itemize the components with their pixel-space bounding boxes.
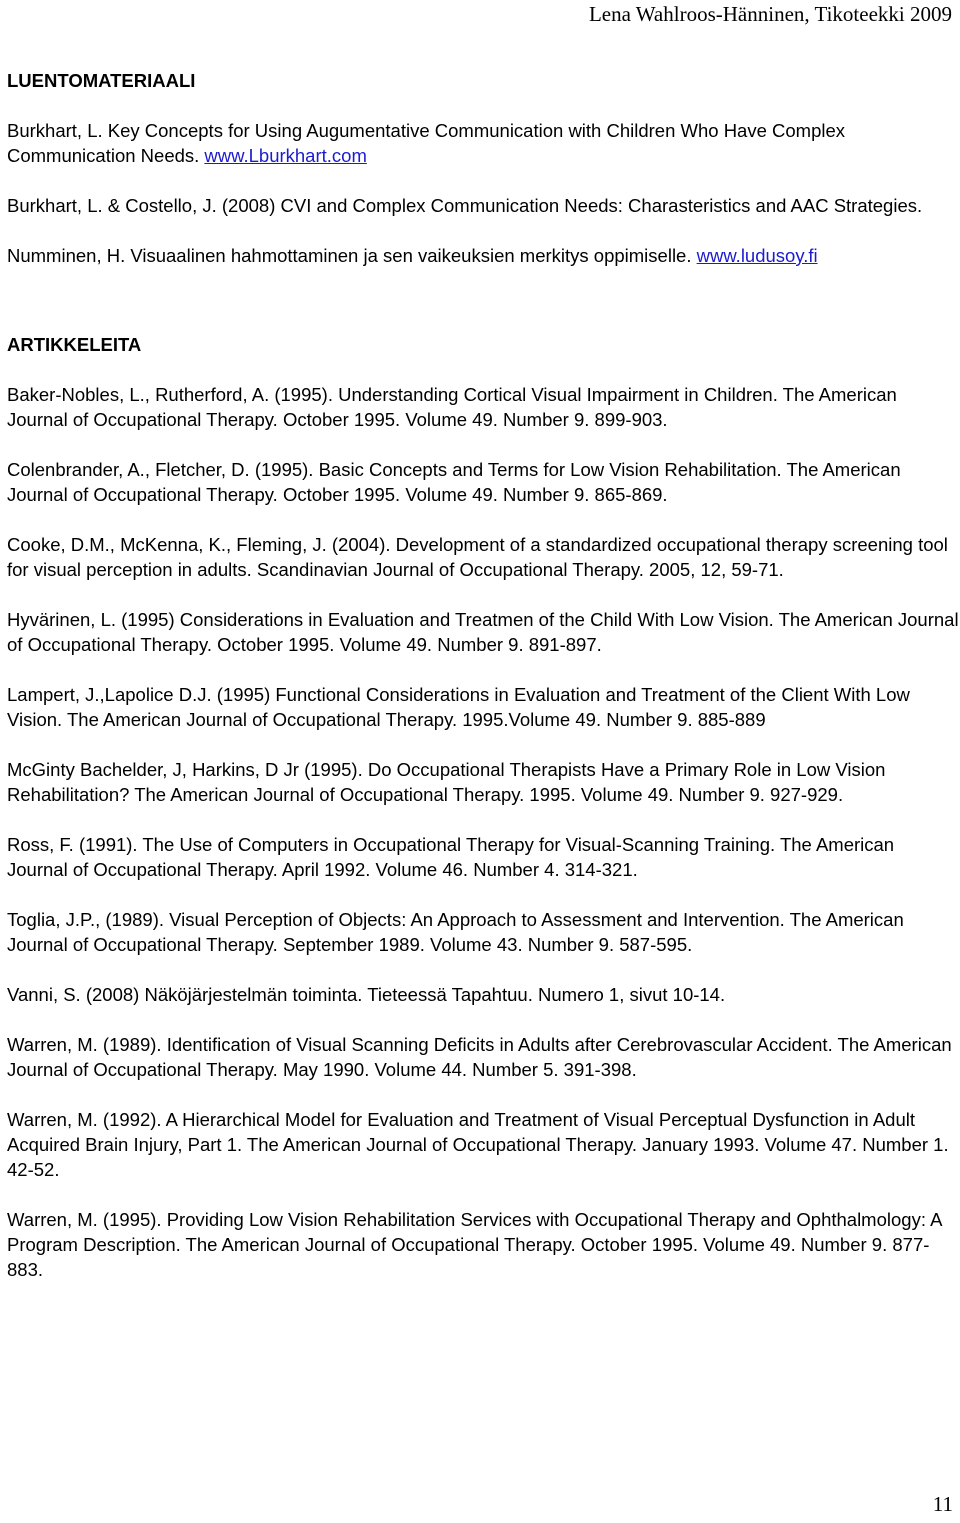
reference-item: Baker-Nobles, L., Rutherford, A. (1995). Understanding Cortical Visual Impairment in Children. The American Journal of Occupational Therapy. October 1995. Volume 49. Number 9. 899-903. [7, 384, 897, 430]
reference-item: Warren, M. (1992). A Hierarchical Model for Evaluation and Treatment of Visual Perceptual Dysfunction in Adult Acquired Brain Injury, Part 1. The American Journal of Occupational Therapy. January 1993. Volume 47. Number 1. 42-52. [7, 1109, 949, 1180]
section-heading-lecture-materials: LUENTOMATERIAALI [7, 70, 196, 91]
document-body [7, 68, 959, 1307]
reference-item: Lampert, J.,Lapolice D.J. (1995) Functional Considerations in Evaluation and Treatment of the Client With Low Vision. The American Journal of Occupational Therapy. 1995.Volume 49. Number 9. 885-889 [7, 684, 910, 730]
reference-item: Warren, M. (1989). Identification of Visual Scanning Deficits in Adults after Cerebrovascular Accident. The American Journal of Occupational Therapy. May 1990. Volume 44. Number 5. 391-398. [7, 1034, 952, 1080]
reference-text: Numminen, H. Visuaalinen hahmottaminen ja sen vaikeuksien merkitys oppimiselle. [7, 245, 692, 266]
reference-text: Burkhart, L. Key Concepts for Using Augumentative Communication with Children Who Have Complex Communication Needs. [7, 120, 846, 166]
reference-item: Hyvärinen, L. (1995) Considerations in Evaluation and Treatmen of the Child With Low Vision. The American Journal of Occupational Therapy. October 1995. Volume 49. Number 9. 891-897. [7, 609, 959, 655]
reference-item: McGinty Bachelder, J, Harkins, D Jr (1995). Do Occupational Therapists Have a Primary Role in Low Vision Rehabilitation? The American Journal of Occupational Therapy. 1995. Volume 49. Number 9. 927-929. [7, 759, 886, 805]
reference-item: Cooke, D.M., McKenna, K., Fleming, J. (2004). Development of a standardized occupational therapy screening tool for visual perception in adults. Scandinavian Journal of Occupational Therapy. 2005, 12, 59-71. [7, 534, 948, 580]
reference-item: Ross, F. (1991). The Use of Computers in Occupational Therapy for Visual-Scanning Training. The American Journal of Occupational Therapy. April 1992. Volume 46. Number 4. 314-321. [7, 834, 895, 880]
reference-item: Colenbrander, A., Fletcher, D. (1995). Basic Concepts and Terms for Low Vision Rehabilitation. The American Journal of Occupational Therapy. October 1995. Volume 49. Number 9. 865-869. [7, 459, 901, 505]
reference-link[interactable]: www.ludusoy.fi [696, 245, 818, 266]
section-heading-articles: ARTIKKELEITA [7, 334, 142, 355]
section-spacer [7, 293, 959, 332]
page-number: 11 [932, 1492, 953, 1516]
reference-item [7, 243, 959, 268]
reference-text: Burkhart, L. & Costello, J. (2008) CVI and Complex Communication Needs: Charasteristics and AAC Strategies. [7, 195, 923, 216]
reference-item: Toglia, J.P., (1989). Visual Perception of Objects: An Approach to Assessment and Intervention. The American Journal of Occupational Therapy. September 1989. Volume 43. Number 9. 587-595. [7, 909, 904, 955]
running-header: Lena Wahlroos-Hänninen, Tikoteekki 2009 [588, 2, 952, 26]
reference-item [7, 193, 959, 218]
reference-item: Warren, M. (1995). Providing Low Vision Rehabilitation Services with Occupational Therapy and Ophthalmology: A Program Description. The American Journal of Occupational Therapy. October 1995. Volume 49. Number 9. 877-883. [7, 1209, 942, 1280]
reference-link[interactable]: www.Lburkhart.com [204, 145, 367, 166]
reference-item: Vanni, S. (2008) Näköjärjestelmän toiminta. Tieteessä Tapahtuu. Numero 1, sivut 10-14. [7, 984, 726, 1005]
reference-item [7, 118, 959, 168]
